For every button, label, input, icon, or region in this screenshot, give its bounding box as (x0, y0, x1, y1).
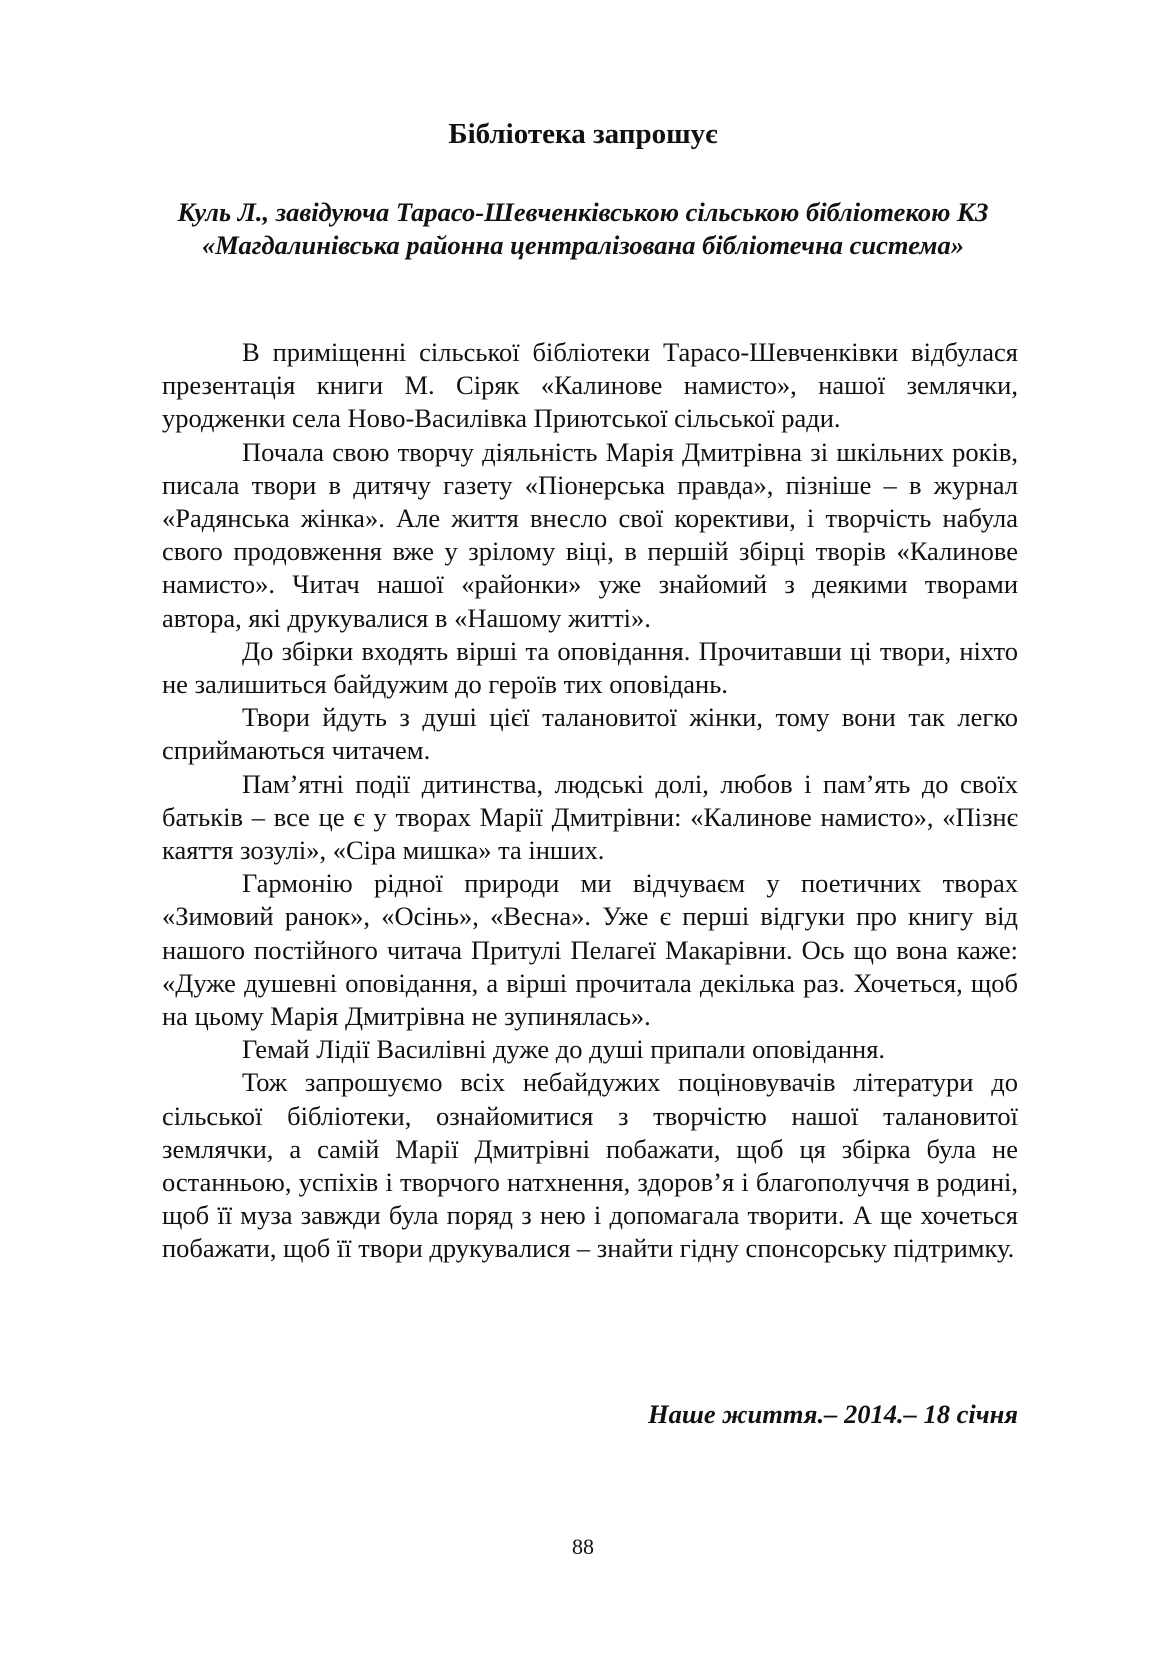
body-paragraph: Пам’ятні події дитинства, людські долі, любов і пам’ять до своїх батьків – все це є у творах Марії Дмитрівни: «Калинове намисто», «Пізнє каяття зозулі», «Сіра мишка» та інших. (162, 768, 1018, 866)
body-paragraph: Гармонію рідної природи ми відчуваєм у поетичних творах «Зимовий ранок», «Осінь», «Весна». Уже є перші відгуки про книгу від нашого постійного читача Притулі Пелагеї Макарівни. Ось що вона каже: «Дуже душевні оповідання, а вірші прочитала декілька раз. Хочеться, щоб на цьому Марія Дмитрівна не зупинялась». (162, 868, 1018, 1032)
article-source: Наше життя.– 2014.– 18 січня (647, 1399, 1018, 1429)
page-number: 88 (572, 1534, 594, 1559)
body-paragraph: Гемай Лідії Василівні дуже до душі припали оповідання. (242, 1034, 886, 1065)
body-paragraph: В приміщенні сільської бібліотеки Тарасо-Шевченківки відбулася презентація книги М. Сіряк «Калинове намисто», нашої землячки, уродженки села Ново-Василівка Приютської сільської ради. (162, 337, 1018, 434)
article-body (162, 336, 1018, 1266)
body-paragraph: Твори йдуть з душі цієї талановитої жінки, тому вони так легко сприймаються читачем. (162, 702, 1018, 766)
body-paragraph: До збірки входять вірші та оповідання. Прочитавши ці твори, ніхто не залишиться байдужим до героїв тих оповідань. (162, 635, 1018, 700)
body-paragraph: Тож запрошуємо всіх небайдужих поціновувачів літератури до сільської бібліотеки, ознайомитися з творчістю нашої талановитої землячки, а самій Марії Дмитрівні побажати, щоб ця збірка була не останньою, успіхів і творчого натхнення, здоров’я і благополуччя в родині, щоб її муза завжди була поряд з нею і допомагала творити. А ще хочеться побажати, щоб її твори друкувалися – знайти гідну спонсорську підтримку. (162, 1067, 1018, 1264)
body-paragraph: Почала свою творчу діяльність Марія Дмитрівна зі шкільних років, писала твори в дитячу газету «Піонерська правда», пізніше – в журнал «Радянська жінка». Але життя внесло свої корективи, і творчість набула свого продовження вже у зрілому віці, в першій збірці творів «Калинове намисто». Читач нашої «районки» уже знайомий з деякими творами автора, які друкувалися в «Нашому житті». (162, 436, 1018, 633)
article-byline: Куль Л., завідуюча Тарасо-Шевченківською сільською бібліотекою КЗ «Магдалинівська районна централізована бібліотечна система» (177, 197, 989, 260)
article-title: Бібліотека запрошує (448, 118, 718, 150)
